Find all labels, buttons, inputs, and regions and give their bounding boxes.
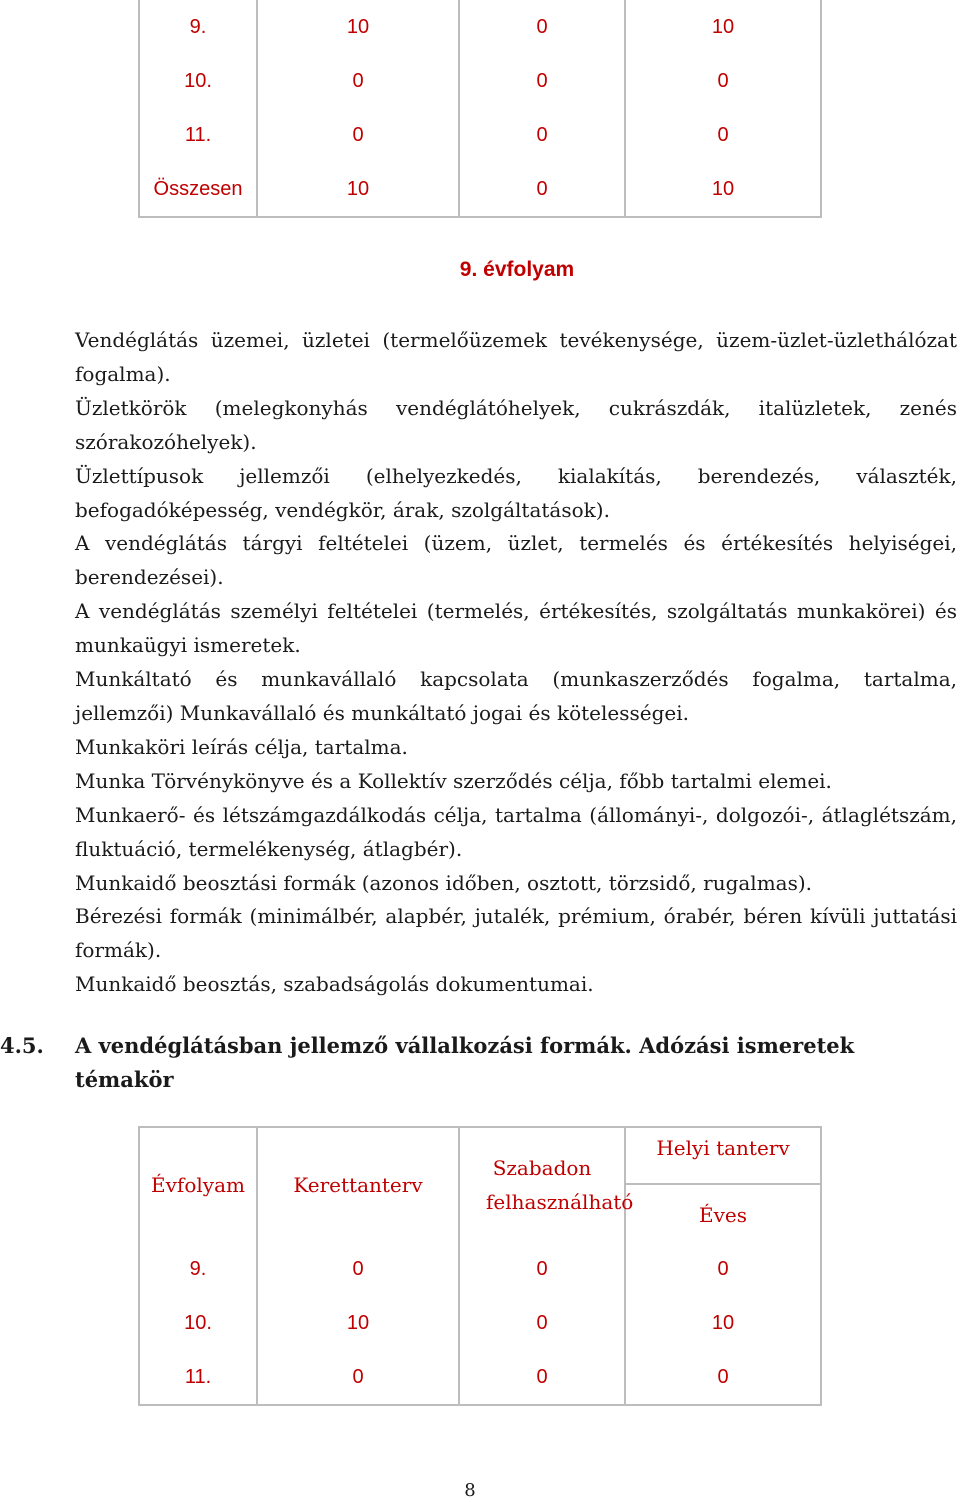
paragraph: Munkáltató és munkavállaló kapcsolata (munkaszerződés fogalma, tartalma, jellemzői) Munkavállaló és munkáltató jogai és kötelességei. [75, 667, 957, 725]
cell-szabadon: 0 [459, 0, 625, 54]
cell-szabadon: 0 [459, 54, 625, 108]
table-header-row [139, 1127, 821, 1242]
paragraph: Munka Törvénykönyve és a Kollektív szerződés célja, főbb tartalmi elemei. [75, 768, 832, 793]
table-row [139, 108, 821, 162]
header-helyi [625, 1127, 821, 1242]
cell-kerettanterv: 10 [257, 0, 459, 54]
cell-kerettanterv: 0 [257, 108, 459, 162]
cell-evfolyam: 10. [139, 54, 257, 108]
paragraph: Munkaköri leírás célja, tartalma. [75, 734, 408, 759]
topic-content [75, 324, 957, 1002]
cell-evfolyam: 11. [139, 108, 257, 162]
cell-kerettanterv: 10 [257, 1296, 459, 1350]
grade-heading: 9. évfolyam [459, 258, 575, 281]
header-evfolyam: Évfolyam [139, 1127, 257, 1242]
paragraph: Munkaidő beosztási formák (azonos időben, osztott, törzsidő, rugalmas). [75, 870, 813, 895]
table-row [139, 1242, 821, 1296]
header-eves: Éves [699, 1203, 747, 1227]
cell-helyi: 10 [625, 162, 821, 217]
cell-szabadon: 0 [459, 1296, 625, 1350]
paragraph: A vendéglátás tárgyi feltételei (üzem, üzlet, termelés és értékesítés helyiségei, berendezései). [75, 531, 957, 590]
table-row [139, 1296, 821, 1350]
cell-kerettanterv: 0 [257, 1242, 459, 1296]
cell-kerettanterv: 10 [257, 162, 459, 217]
cell-szabadon: 0 [459, 162, 625, 217]
table-row [139, 54, 821, 108]
paragraph: A vendéglátás személyi feltételei (termelés, értékesítés, szolgáltatás munkakörei) és munkaügyi ismeretek. [75, 599, 957, 658]
table-row-total [139, 162, 821, 217]
cell-evfolyam: 9. [139, 0, 257, 54]
paragraph: Bérezési formák (minimálbér, alapbér, jutalék, prémium, órabér, béren kívüli juttatási formák). [75, 904, 957, 963]
cell-helyi: 10 [625, 1296, 821, 1350]
cell-evfolyam: 11. [139, 1350, 257, 1405]
paragraph: Üzletkörök (melegkonyhás vendéglátóhelyek, cukrászdák, italüzletek, zenés szórakozóhelyek). [75, 395, 957, 454]
table-row [139, 1350, 821, 1405]
cell-helyi: 0 [625, 1242, 821, 1296]
hours-table-top [138, 0, 822, 218]
cell-helyi: 0 [625, 108, 821, 162]
cell-szabadon: 0 [459, 1242, 625, 1296]
cell-szabadon: 0 [459, 1350, 625, 1405]
table-row [139, 0, 821, 54]
header-szabadon: Szabadon felhasználható [459, 1127, 625, 1242]
cell-kerettanterv: 0 [257, 54, 459, 108]
cell-evfolyam: 9. [139, 1242, 257, 1296]
page-number: 8 [464, 1480, 476, 1501]
cell-szabadon: 0 [459, 108, 625, 162]
section-title [0, 1029, 860, 1097]
header-kerettanterv: Kerettanterv [257, 1127, 459, 1242]
cell-evfolyam: Összesen [139, 162, 257, 217]
cell-kerettanterv: 0 [257, 1350, 459, 1405]
cell-evfolyam: 10. [139, 1296, 257, 1350]
hours-table-bottom [138, 1126, 822, 1406]
paragraph: Vendéglátás üzemei, üzletei (termelőüzemek tevékenysége, üzem-üzlet-üzlethálózat fogalma). [75, 328, 957, 386]
section-title-line1: A vendéglátásban jellemző vállalkozási formák. Adózási ismeretek [75, 1033, 855, 1058]
cell-helyi: 10 [625, 0, 821, 54]
section-number: 4.5. [0, 1033, 44, 1058]
section-title-line2: témakör [75, 1067, 174, 1092]
header-helyi-tanterv: Helyi tanterv [626, 1128, 820, 1185]
cell-helyi: 0 [625, 54, 821, 108]
paragraph: Munkaidő beosztás, szabadságolás dokumentumai. [75, 972, 594, 997]
paragraph: Üzlettípusok jellemzői (elhelyezkedés, kialakítás, berendezés, választék, befogadóképesség, vendégkör, árak, szolgáltatások). [75, 463, 957, 522]
paragraph: Munkaerő- és létszámgazdálkodás célja, tartalma (állományi-, dolgozói-, átlaglétszám, fluktuáció, termelékenység, átlagbér). [75, 802, 957, 861]
cell-helyi: 0 [625, 1350, 821, 1405]
